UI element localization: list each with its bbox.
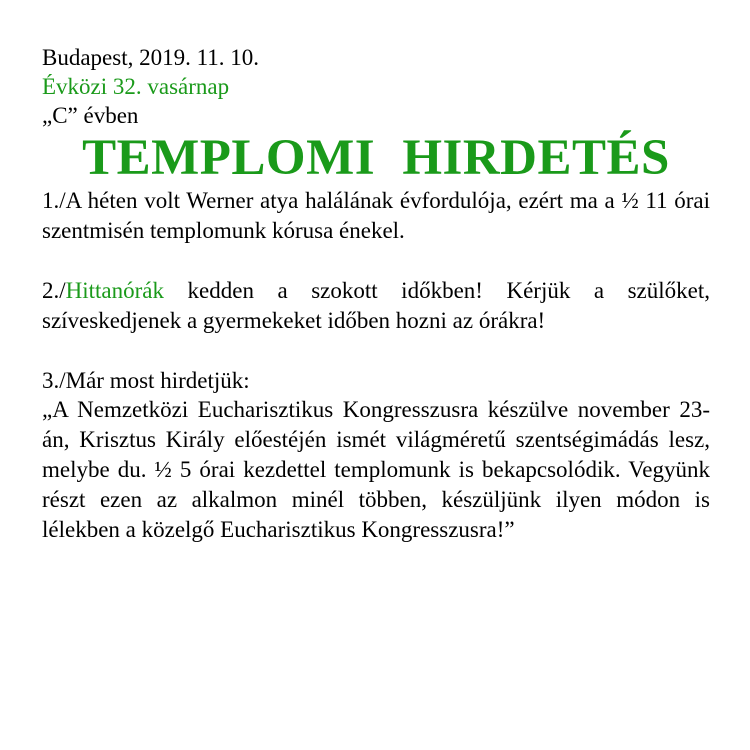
item-text: kedden a szokott időkben! Kérjük a szülőket, szíveskedjenek a gyermekeket időben hozni az órákra! bbox=[42, 278, 710, 333]
place-date: Budapest, 2019. 11. 10. bbox=[42, 45, 259, 70]
page-title: TEMPLOMI HIRDETÉS bbox=[82, 130, 670, 186]
announcement-page bbox=[42, 43, 710, 545]
year-cycle: „C” évben bbox=[42, 103, 139, 128]
highlight-hittanorak: Hittanórák bbox=[65, 278, 164, 303]
announcement-item-3: „A Nemzetközi Eucharisztikus Kongresszusra készülve november 23-án, Krisztus Király előestéjén ismét világméretű szentségimádás lesz, melybe du. ½ 5 órai kezdettel templomunk is bekapcsolódik. Vegyünk részt ezen az alkalmon minél többen, készüljünk ilyen módon is lélekben a közelgő Eucharisztikus Kongresszusra!” bbox=[42, 397, 710, 542]
spacer bbox=[42, 246, 710, 276]
announcement-item-2 bbox=[42, 276, 710, 336]
liturgical-day: Évközi 32. vasárnap bbox=[42, 74, 230, 99]
spacer bbox=[42, 336, 710, 366]
announcement-item-3-heading: 3./Már most hirdetjük: bbox=[42, 368, 250, 393]
item-number: 2./ bbox=[42, 278, 66, 303]
announcement-item-1: 1./A héten volt Werner atya halálának évfordulója, ezért ma a ½ 11 órai szentmisén templomunk kórusa énekel. bbox=[42, 188, 710, 243]
